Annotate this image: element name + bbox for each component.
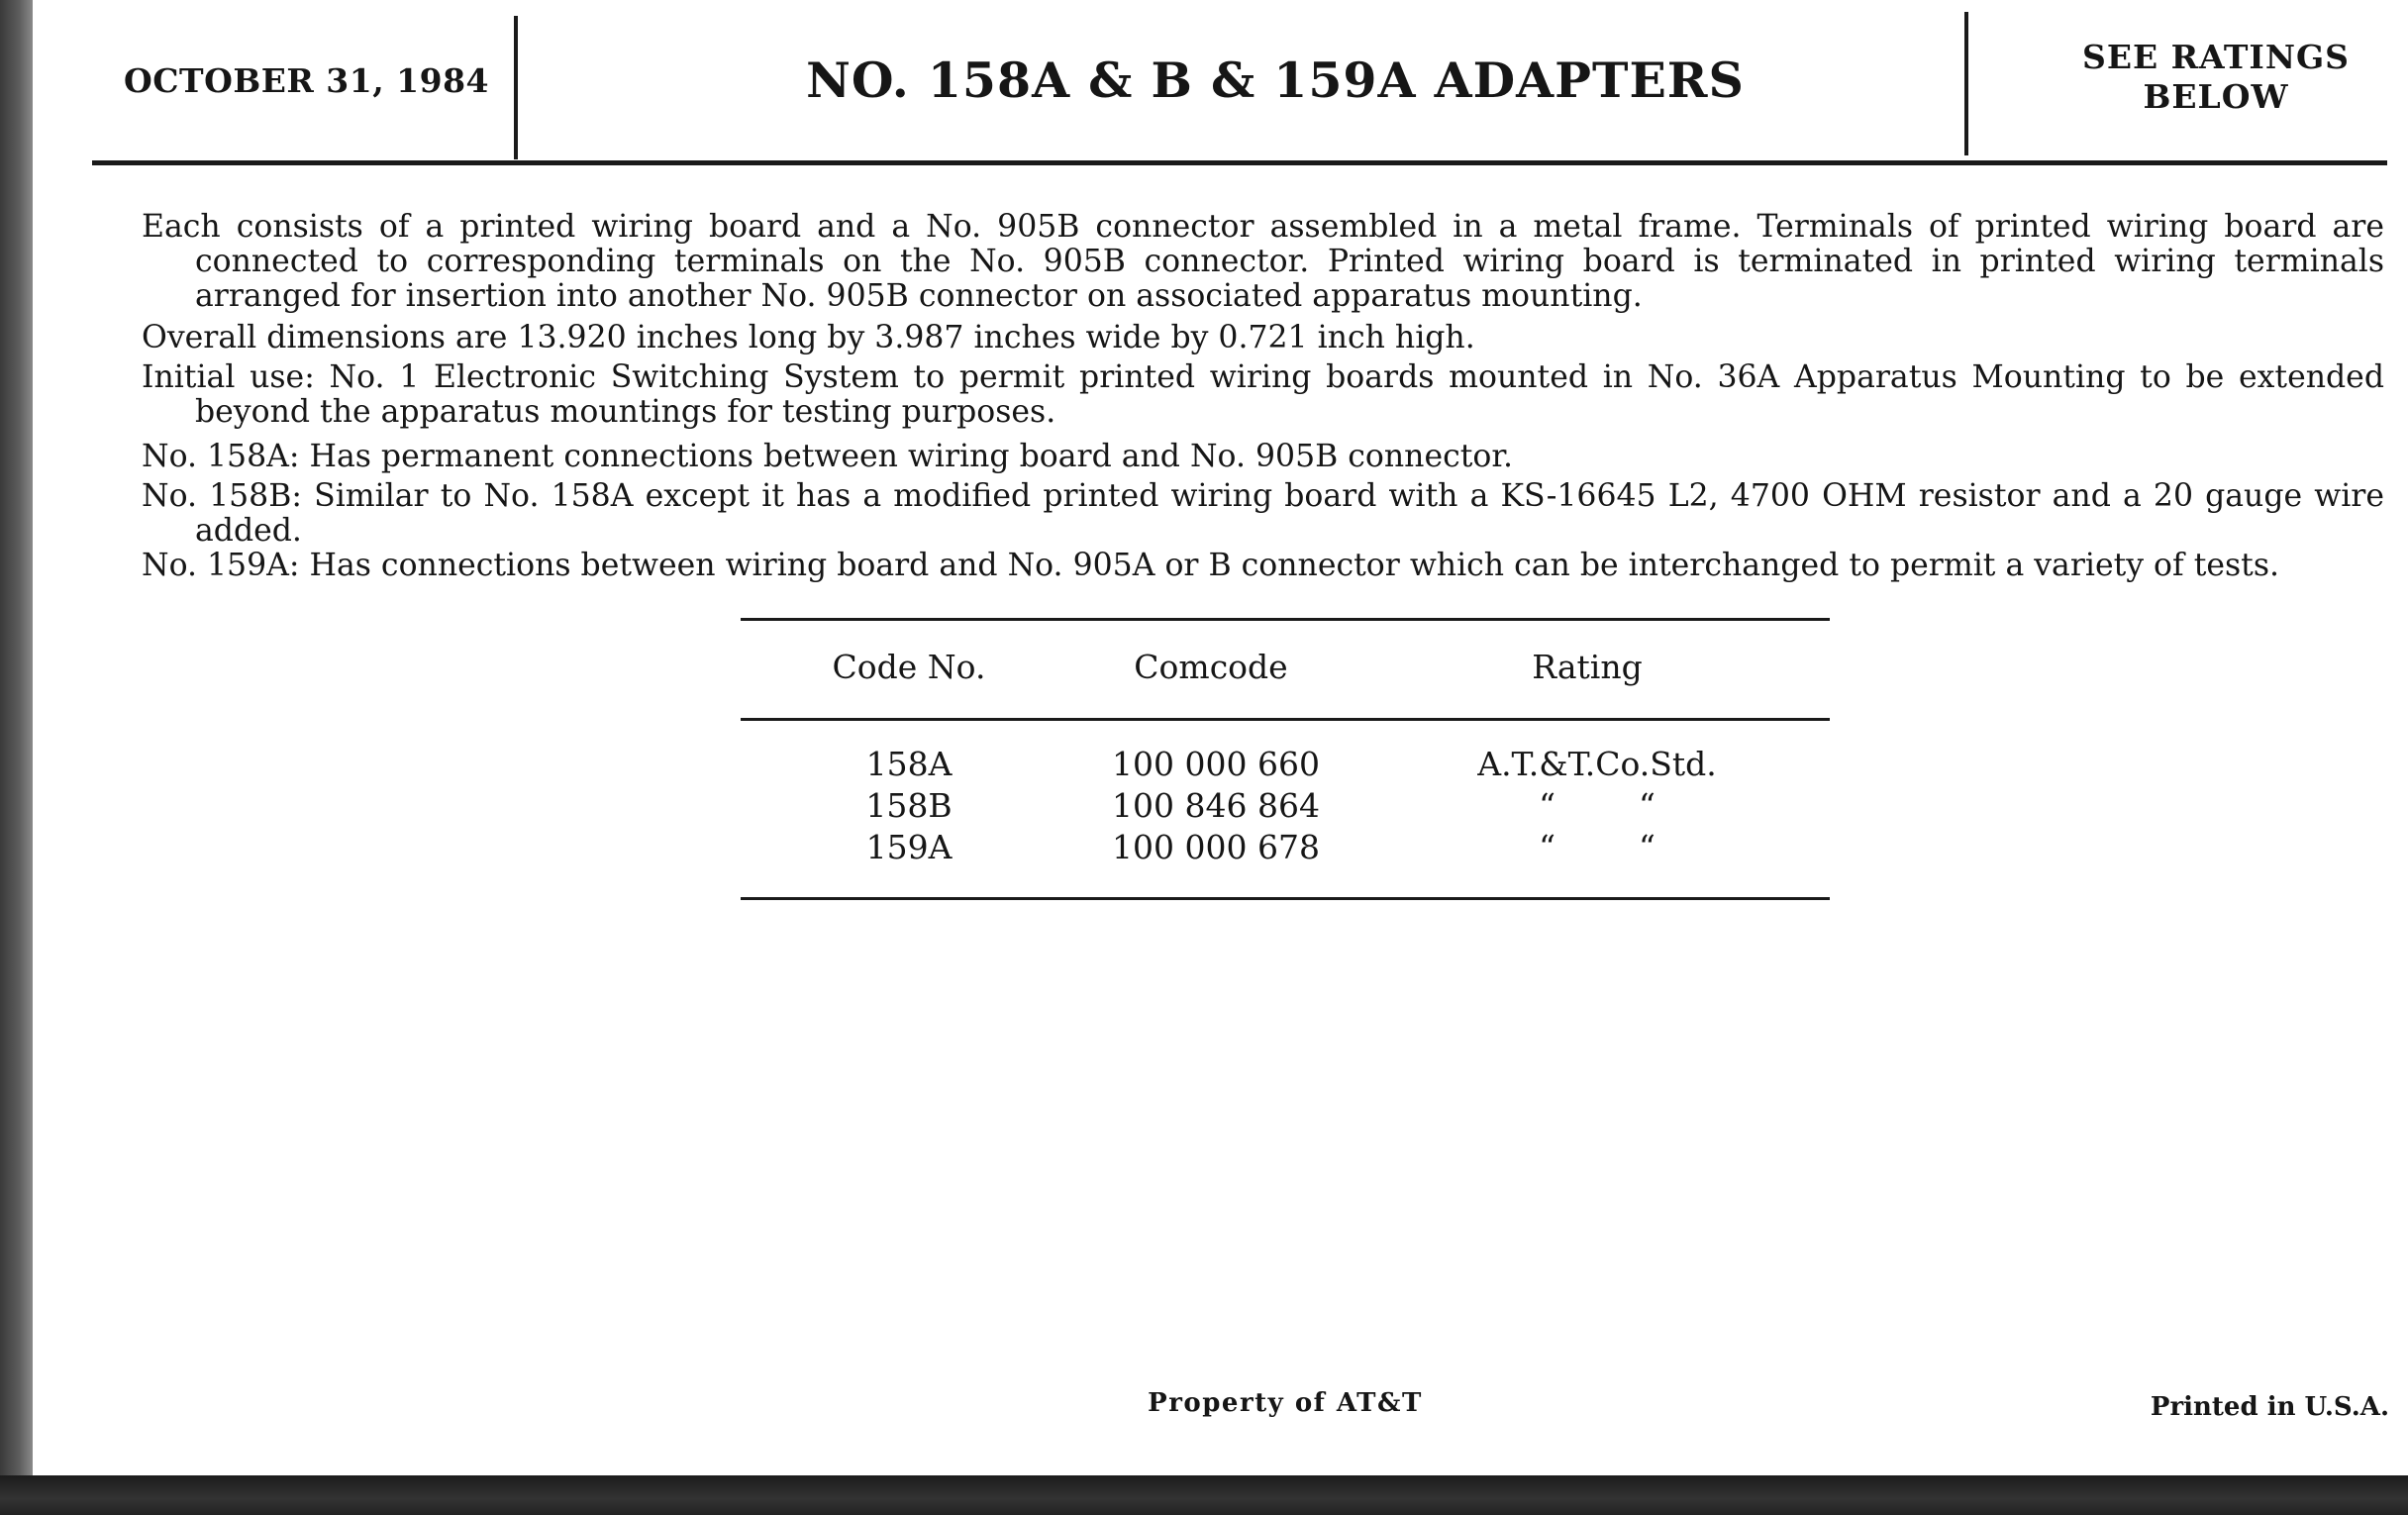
table-header-code: Code No. bbox=[832, 648, 986, 686]
header-rule bbox=[92, 160, 2387, 165]
table-header-comcode: Comcode bbox=[1134, 648, 1288, 686]
table-cell-comcode: 100 846 864 bbox=[1112, 786, 1320, 825]
table-cell-code: 158B bbox=[865, 786, 953, 825]
table-header-rating: Rating bbox=[1532, 648, 1643, 686]
footer-property: Property of AT&T bbox=[1148, 1388, 1423, 1418]
document-card bbox=[33, 0, 2408, 1475]
table-header-rule bbox=[741, 718, 1830, 721]
table-cell-code: 159A bbox=[865, 828, 953, 866]
table-cell-rating: A.T.&T.Co.Std. bbox=[1477, 745, 1717, 783]
header-ratings-line2: BELOW bbox=[2143, 77, 2289, 116]
table-cell-code: 158A bbox=[865, 745, 953, 783]
header-date: OCTOBER 31, 1984 bbox=[124, 61, 490, 100]
header-ratings-line1: SEE RATINGS bbox=[2081, 38, 2351, 76]
table-cell-comcode: 100 000 678 bbox=[1112, 828, 1320, 866]
paragraph-initial-use: Initial use: No. 1 Electronic Switching System to permit printed wiring boards mounted in No. 36A Apparatus Mounting to be extended beyond the apparatus mountings for testing purposes. bbox=[142, 359, 2384, 430]
header-ratings-note bbox=[2008, 38, 2408, 117]
paragraph-158b: No. 158B: Similar to No. 158A except it has a modified printed wiring board with a KS-16645 L2, 4700 OHM resistor and a 20 gauge wire added. bbox=[142, 478, 2384, 549]
paragraph-158a: No. 158A: Has permanent connections between wiring board and No. 905B connector. bbox=[142, 439, 1513, 474]
header-title: NO. 158A & B & 159A ADAPTERS bbox=[806, 51, 1745, 109]
header-divider-right bbox=[1964, 12, 1968, 155]
table-bottom-rule bbox=[741, 897, 1830, 900]
table-top-rule bbox=[741, 618, 1830, 621]
paragraph-dimensions: Overall dimensions are 13.920 inches long by 3.987 inches wide by 0.721 inch high. bbox=[142, 320, 1475, 355]
table-cell-comcode: 100 000 660 bbox=[1112, 745, 1320, 783]
table-cell-rating: “ “ bbox=[1539, 786, 1656, 825]
header-divider-left bbox=[514, 16, 518, 159]
paragraph-description: Each consists of a printed wiring board and a No. 905B connector assembled in a metal frame. Terminals of printed wiring board are connected to corresponding terminals on the No. 905B connector. Printed wiring board is terminated in printed wiring terminals arranged for insertion into another No. 905B connector on associated apparatus mounting. bbox=[142, 209, 2384, 314]
paragraph-159a: No. 159A: Has connections between wiring board and No. 905A or B connector which can be interchanged to permit a variety of tests. bbox=[142, 548, 2279, 583]
scan-bottom-border bbox=[0, 1475, 2408, 1515]
scan-left-border bbox=[0, 0, 33, 1515]
footer-printed: Printed in U.S.A. bbox=[2150, 1392, 2389, 1422]
table-cell-rating: “ “ bbox=[1539, 828, 1656, 866]
